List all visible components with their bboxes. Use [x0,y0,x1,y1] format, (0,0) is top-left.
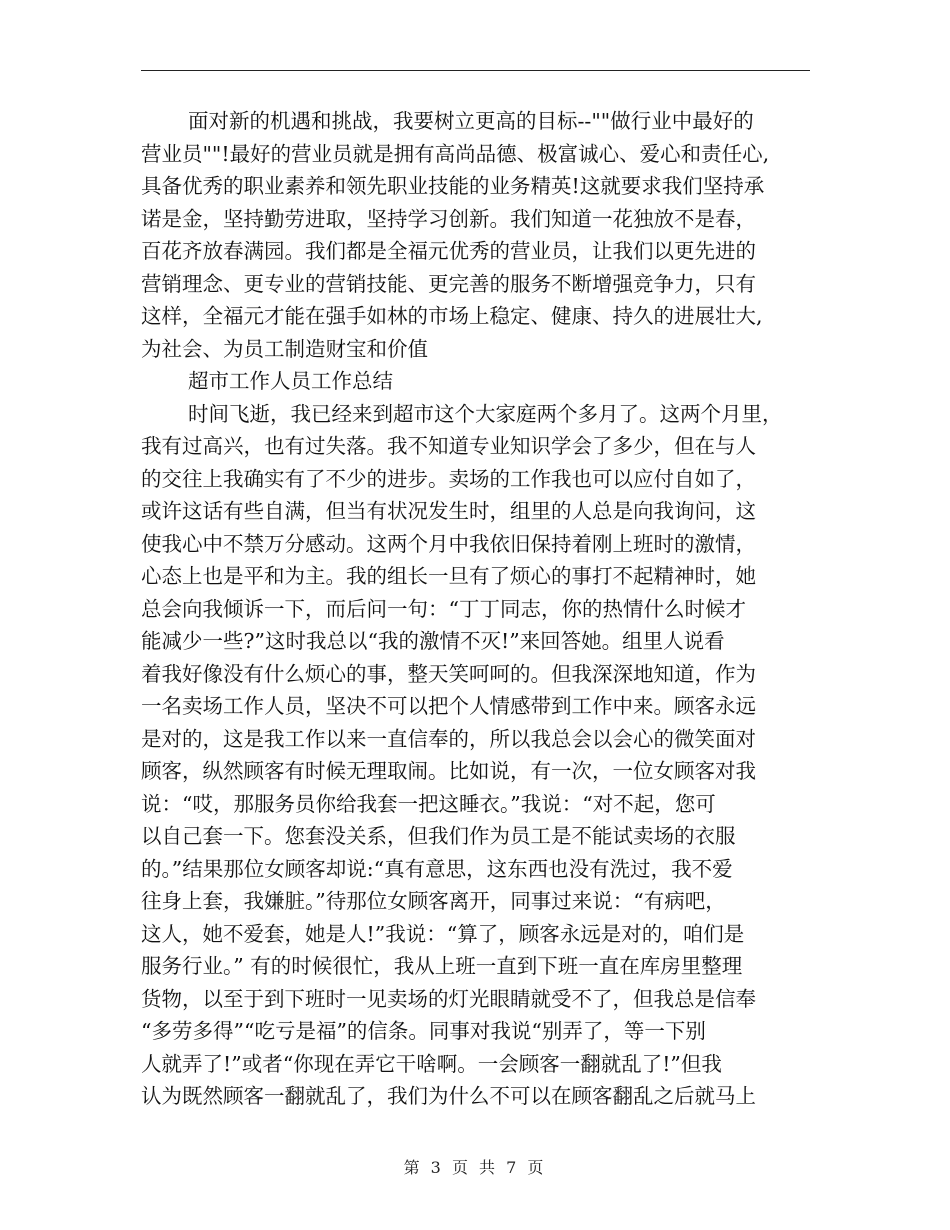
paragraph-line: 这人，她不爱套，她是人!”我说：“算了，顾客永远是对的，咱们是 [141,921,745,946]
paragraph-line: 以自己套一下。您套没关系，但我们作为员工是不能试卖场的衣服 [141,824,736,848]
section-heading: 超市工作人员工作总结 [188,369,393,393]
paragraph-line: 使我心中不禁万分感动。这两个月中我依旧保持着刚上班时的激情， [141,531,756,556]
paragraph-line: “多劳多得”“吃亏是福”的信条。同事对我说“别弄了，等一下别 [141,1019,706,1043]
paragraph-line: 货物，以至于到下班时一见卖场的灯光眼睛就受不了，但我总是信奉 [141,986,756,1011]
paragraph-line: 一名卖场工作人员，坚决不可以把个人情感带到工作中来。顾客永远 [141,694,756,718]
paragraph-line: 是对的，这是我工作以来一直信奉的，所以我总会以会心的微笑面对 [141,726,756,751]
paragraph-line: 认为既然顾客一翻就乱了，我们为什么不可以在顾客翻乱之后就马上 [141,1084,756,1108]
paragraph-line: 着我好像没有什么烦心的事，整天笑呵呵的。但我深深地知道，作为 [141,661,756,686]
paragraph-line: 顾客，纵然顾客有时候无理取闹。比如说，有一次，一位女顾客对我 [141,759,756,783]
paragraph-line: 人就弄了!”或者“你现在弄它干啥啊。一会顾客一翻就乱了!”但我 [141,1051,722,1076]
paragraph-line: 营销理念、更专业的营销技能、更完善的服务不断增强竞争力，只有 [141,271,756,296]
paragraph-line: 的。”结果那位女顾客却说:“真有意思，这东西也没有洗过，我不爱 [141,856,733,881]
paragraph-line: 时间飞逝，我已经来到超市这个大家庭两个多月了。这两个月里， [188,401,783,426]
paragraph-line: 服务行业。” 有的时候很忙，我从上班一直到下班一直在库房里整理 [141,954,743,978]
paragraph-line: 能减少一些?”这时我总以“我的激情不灭!”来回答她。组里人说看 [141,629,725,653]
paragraph-line: 总会向我倾诉一下，而后问一句：“丁丁同志，你的热情什么时候才 [141,596,746,621]
paragraph-line: 心态上也是平和为主。我的组长一旦有了烦心的事打不起精神时，她 [141,564,756,588]
paragraph-line: 营业员""!最好的营业员就是拥有高尚品德、极富诚心、爱心和责任心, [141,141,770,166]
page-number-footer: 第 3 页 共 7 页 [403,1158,547,1177]
paragraph-line: 或许这话有些自满，但当有状况发生时，组里的人总是向我询问，这 [141,499,756,523]
paragraph-line: 往身上套，我嫌脏。”待那位女顾客离开，同事过来说：“有病吧， [141,889,726,913]
paragraph-line: 说：“哎，那服务员你给我套一把这睡衣。”我说：“对不起，您可 [141,791,716,816]
paragraph-line: 这样，全福元才能在强手如林的市场上稳定、健康、持久的进展壮大, [141,304,763,328]
paragraph-line: 具备优秀的职业素养和领先职业技能的业务精英!这就要求我们坚持承 [141,174,765,198]
paragraph-line: 诺是金，坚持勤劳进取，坚持学习创新。我们知道一花独放不是春， [141,206,756,231]
header-rule [141,70,810,71]
paragraph-line: 百花齐放春满园。我们都是全福元优秀的营业员，让我们以更先进的 [141,239,756,263]
paragraph-line: 为社会、为员工制造财宝和价值 [141,336,428,361]
paragraph-line: 我有过高兴，也有过失落。我不知道专业知识学会了多少，但在与人 [141,434,756,458]
paragraph-line: 的交往上我确实有了不少的进步。卖场的工作我也可以应付自如了， [141,466,756,491]
document-body [141,105,811,1113]
paragraph-line: 面对新的机遇和挑战，我要树立更高的目标--""做行业中最好的 [188,109,754,133]
